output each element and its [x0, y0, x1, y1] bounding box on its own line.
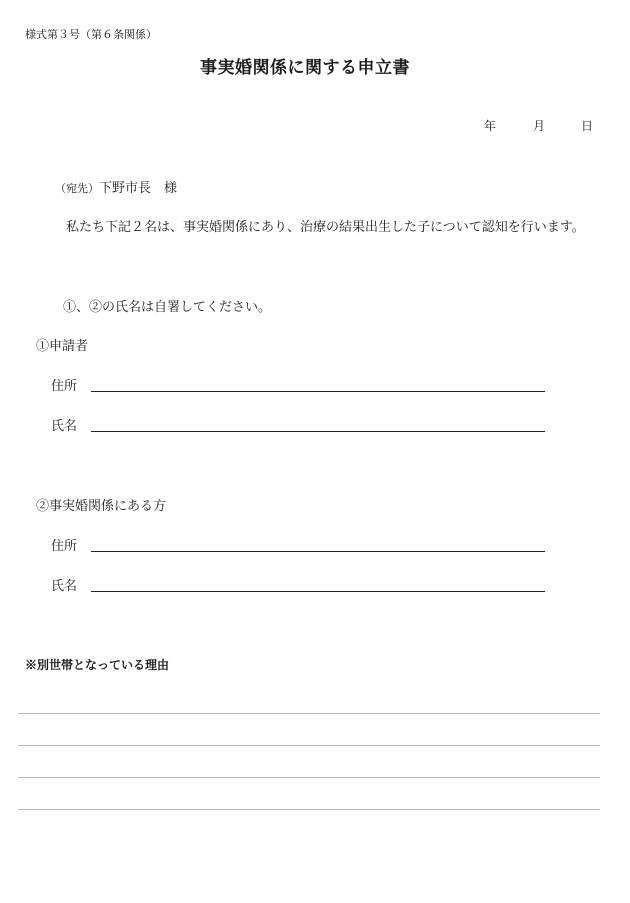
applicant-name-label: 氏名 [51, 419, 78, 434]
applicant-section-title: ①申請者 [36, 339, 89, 354]
statement-text: 私たち下記２名は、事実婚関係にあり、治療の結果出生した子について認知を行います。 [66, 220, 585, 235]
partner-name-line[interactable] [91, 591, 545, 592]
reason-line-3[interactable] [18, 777, 600, 778]
addressee-name: 下野市長 様 [99, 181, 178, 196]
document-title: 事実婚関係に関する申立書 [200, 58, 410, 78]
applicant-address-line[interactable] [91, 391, 545, 392]
date-day-label: 日 [581, 119, 594, 133]
reason-line-1[interactable] [18, 713, 600, 714]
date-month-label: 月 [533, 119, 546, 133]
reason-line-2[interactable] [18, 745, 600, 746]
partner-address-label: 住所 [51, 539, 78, 554]
partner-section-title: ②事実婚関係にある方 [36, 499, 167, 514]
addressee-prefix: （宛先） [55, 182, 99, 195]
separate-household-reason-title: ※別世帯となっている理由 [25, 658, 170, 672]
partner-address-line[interactable] [91, 551, 545, 552]
signature-instruction: ①、②の氏名は自署してください。 [63, 300, 272, 315]
addressee [55, 177, 177, 196]
form-number: 様式第３号（第６条関係） [25, 28, 157, 41]
date-year-label: 年 [484, 119, 497, 133]
reason-line-4[interactable] [18, 809, 600, 810]
partner-name-label: 氏名 [51, 579, 78, 594]
applicant-address-label: 住所 [51, 379, 78, 394]
applicant-name-line[interactable] [91, 431, 545, 432]
